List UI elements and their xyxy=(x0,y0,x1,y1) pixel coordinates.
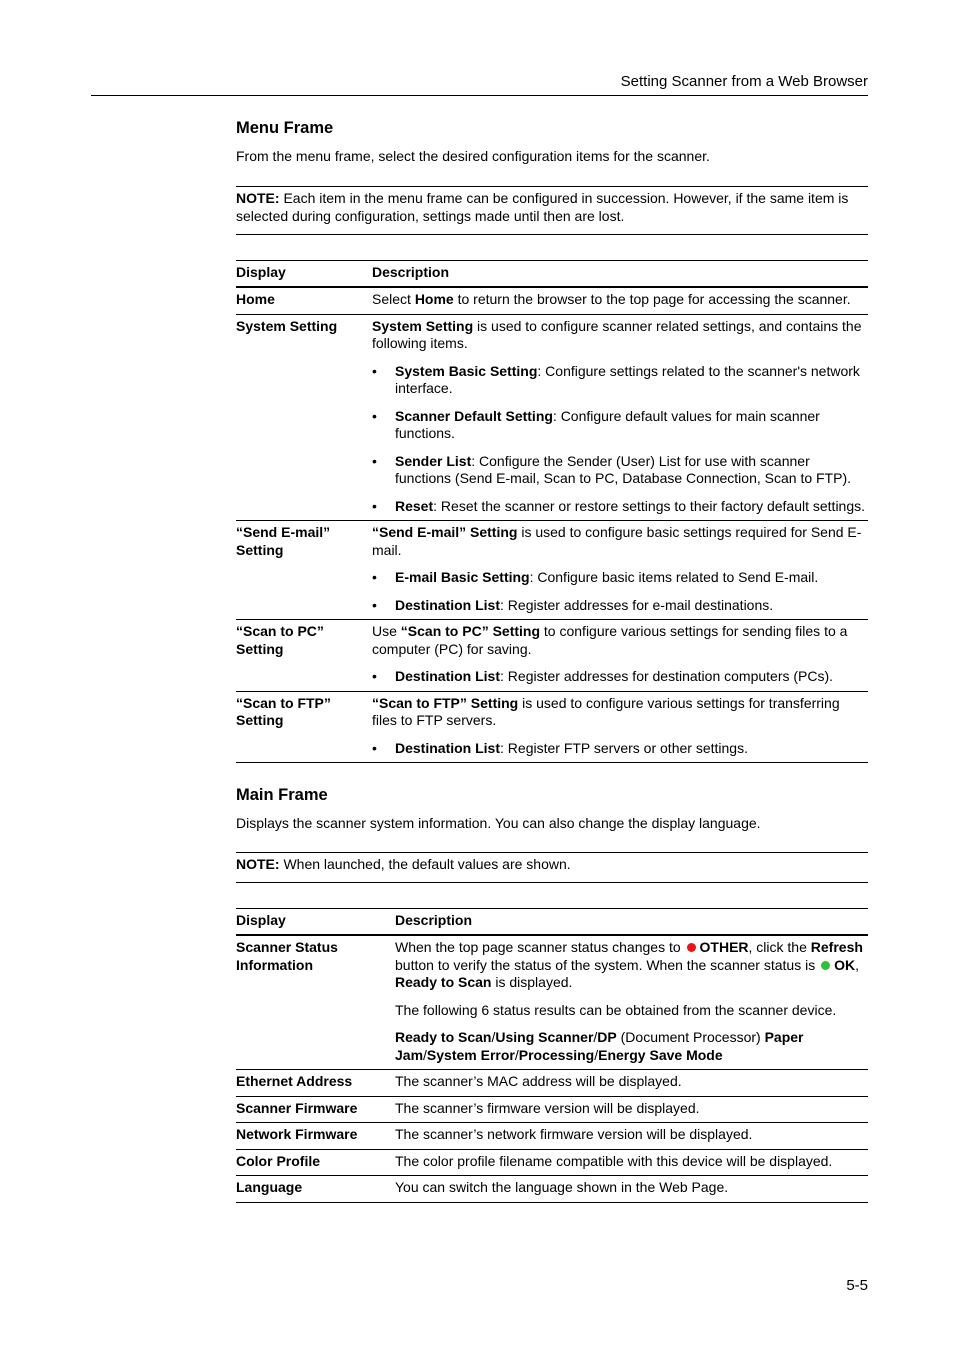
description-send-email-setting: “Send E-mail” Setting is used to configure basic settings required for Send E-mail. • E-mail Basic Setting: Configure basic items related to Send E-mail. • Destination List: Register addresses for e-mail destinations. xyxy=(372,521,868,620)
description-scanner-status-information: When the top page scanner status changes to OTHER, click the Refresh button to verify the status of the system. When the scanner status is OK, Ready to Scan is displayed. The following 6 status results can be obtained from the scanner device. Ready to Scan/Using Scanner/DP (Document Processor) Paper Jam/System Error/Processing/Energy Save Mode xyxy=(395,935,868,1070)
main-frame-heading: Main Frame xyxy=(236,786,328,804)
description-system-setting: System Setting is used to configure scanner related settings, and contains the following items. • System Basic Setting: Configure settings related to the scanner's network interface. • Scanner Default Setting: Configure default values for main scanner functions. • Sender List: Configure the Sender (User) List for use with scanner functions (Send E-mail, Scan to PC, Database Connection, Scan to FTP). • Reset: Reset the scanner or restore settings to their factory default settings. xyxy=(372,314,868,521)
term-home: Home xyxy=(236,287,372,314)
description-language: You can switch the language shown in the Web Page. xyxy=(395,1176,868,1203)
main-frame-note xyxy=(236,852,868,883)
term-language: Language xyxy=(236,1176,395,1203)
table-row-scanner-status xyxy=(236,935,868,1070)
table-row xyxy=(236,1176,868,1203)
description-scan-to-ftp-setting: “Scan to FTP” Setting is used to configure various settings for transferring files to FTP servers. • Destination List: Register FTP servers or other settings. xyxy=(372,691,868,763)
term-color-profile: Color Profile xyxy=(236,1149,395,1176)
list-item: • Reset: Reset the scanner or restore settings to their factory default settings. xyxy=(372,498,868,516)
term-scanner-firmware: Scanner Firmware xyxy=(236,1096,395,1123)
table-row-send-email xyxy=(236,521,868,620)
table-row-home xyxy=(236,287,868,314)
description-scanner-firmware: The scanner’s firmware version will be displayed. xyxy=(395,1096,868,1123)
column-header-display: Display xyxy=(236,909,395,936)
column-header-description: Description xyxy=(372,261,868,288)
table-row xyxy=(236,1149,868,1176)
list-item: • Destination List: Register addresses for destination computers (PCs). xyxy=(372,668,868,686)
send-email-list xyxy=(372,569,868,614)
note-text: When launched, the default values are shown. xyxy=(279,856,571,872)
term-network-firmware: Network Firmware xyxy=(236,1123,395,1150)
list-item: • Scanner Default Setting: Configure default values for main scanner functions. xyxy=(372,408,868,443)
menu-frame-table xyxy=(236,260,868,763)
list-item: • E-mail Basic Setting: Configure basic items related to Send E-mail. xyxy=(372,569,868,587)
table-row xyxy=(236,1123,868,1150)
menu-frame-heading: Menu Frame xyxy=(236,119,334,137)
menu-frame-note xyxy=(236,186,868,235)
page-content xyxy=(236,118,868,1203)
column-header-display: Display xyxy=(236,261,372,288)
note-text: Each item in the menu frame can be configured in succession. However, if the same item is selected during configuration, settings made until then are lost. xyxy=(236,190,849,224)
list-item: • Destination List: Register addresses for e-mail destinations. xyxy=(372,597,868,615)
description-color-profile: The color profile filename compatible with this device will be displayed. xyxy=(395,1149,868,1176)
page-number: 5-5 xyxy=(846,1277,868,1294)
list-item: • Sender List: Configure the Sender (User) List for use with scanner functions (Send E-mail, Scan to PC, Database Connection, Scan to FTP). xyxy=(372,453,868,488)
table-row-scan-to-pc xyxy=(236,620,868,692)
red-status-dot-icon xyxy=(687,943,696,952)
term-scan-to-pc-setting: “Scan to PC” Setting xyxy=(236,620,372,692)
running-header: Setting Scanner from a Web Browser xyxy=(620,73,868,90)
scan-to-ftp-list xyxy=(372,740,868,758)
table-row xyxy=(236,1070,868,1097)
term-ethernet-address: Ethernet Address xyxy=(236,1070,395,1097)
term-send-email-setting: “Send E-mail” Setting xyxy=(236,521,372,620)
term-scan-to-ftp-setting: “Scan to FTP” Setting xyxy=(236,691,372,763)
menu-frame-intro: From the menu frame, select the desired configuration items for the scanner. xyxy=(236,148,710,164)
table-row-scan-to-ftp xyxy=(236,691,868,763)
table-header-row xyxy=(236,909,868,936)
table-row-system-setting xyxy=(236,314,868,521)
list-item: • Destination List: Register FTP servers or other settings. xyxy=(372,740,868,758)
system-setting-list xyxy=(372,363,868,516)
column-header-description: Description xyxy=(395,909,868,936)
header-rule xyxy=(91,95,868,96)
note-label: NOTE: xyxy=(236,190,280,206)
table-row xyxy=(236,1096,868,1123)
table-header-row xyxy=(236,261,868,288)
main-frame-intro: Displays the scanner system information. You can also change the display language. xyxy=(236,815,761,831)
list-item: • System Basic Setting: Configure settings related to the scanner's network interface. xyxy=(372,363,868,398)
description-scan-to-pc-setting: Use “Scan to PC” Setting to configure various settings for sending files to a computer (PC) for saving. • Destination List: Register addresses for destination computers (PCs). xyxy=(372,620,868,692)
term-scanner-status-information: Scanner Status Information xyxy=(236,935,395,1070)
note-label: NOTE: xyxy=(236,856,280,872)
term-system-setting: System Setting xyxy=(236,314,372,521)
green-status-dot-icon xyxy=(821,961,830,970)
scan-to-pc-list xyxy=(372,668,868,686)
description-home: Select Home to return the browser to the top page for accessing the scanner. xyxy=(372,287,868,314)
main-frame-table xyxy=(236,908,868,1203)
description-network-firmware: The scanner’s network firmware version will be displayed. xyxy=(395,1123,868,1150)
description-ethernet-address: The scanner’s MAC address will be displayed. xyxy=(395,1070,868,1097)
